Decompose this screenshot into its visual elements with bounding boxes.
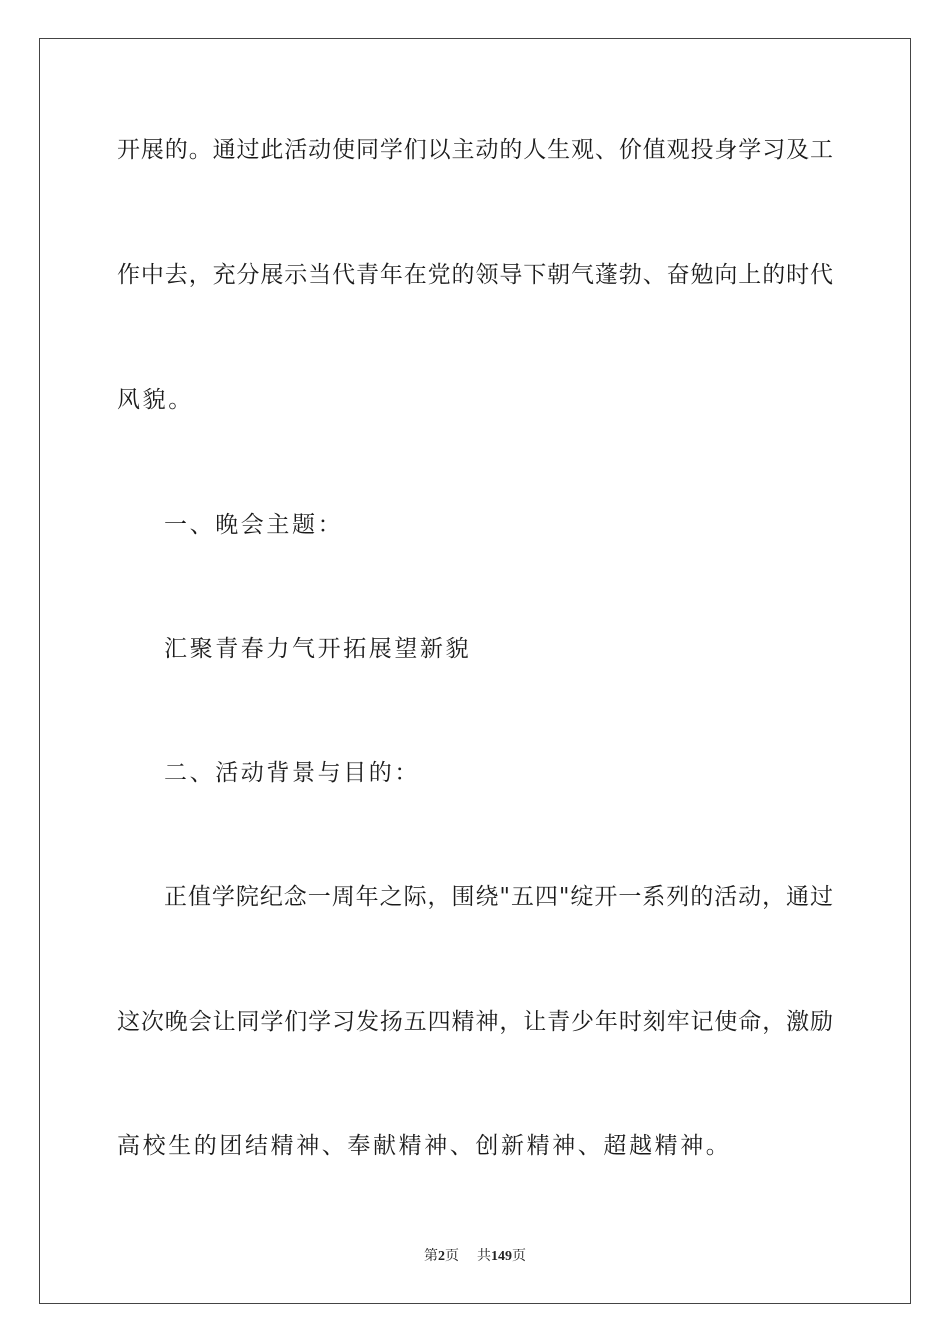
section-heading-theme: 一、晚会主题：: [164, 512, 344, 538]
total-suffix: 页: [512, 1249, 526, 1264]
page-border: [39, 38, 911, 1304]
paragraph-line-1: 开展的。通过此活动使同学们以主动的人生观、价值观投身学习及工: [117, 137, 833, 163]
paragraph-line-9: 高校生的团结精神、奉献精神、创新精神、超越精神。: [117, 1133, 732, 1159]
paragraph-line-8: 这次晚会让同学们学习发扬五四精神，让青少年时刻牢记使命，激励: [117, 1009, 833, 1035]
paragraph-line-3: 风貌。: [117, 387, 194, 413]
page-number: 2: [438, 1249, 445, 1264]
section-heading-background: 二、活动背景与目的：: [164, 760, 420, 786]
page-suffix: 页: [445, 1249, 459, 1264]
paragraph-line-7: 正值学院纪念一周年之际，围绕"五四"绽开一系列的活动，通过: [164, 884, 833, 910]
paragraph-line-2: 作中去，充分展示当代青年在党的领导下朝气蓬勃、奋勉向上的时代: [117, 262, 833, 288]
page-prefix: 第: [424, 1249, 438, 1264]
page-footer: [0, 1248, 950, 1266]
total-prefix: 共: [477, 1249, 491, 1264]
total-pages: 149: [491, 1249, 512, 1264]
theme-text: 汇聚青春力气开拓展望新貌: [164, 636, 472, 662]
